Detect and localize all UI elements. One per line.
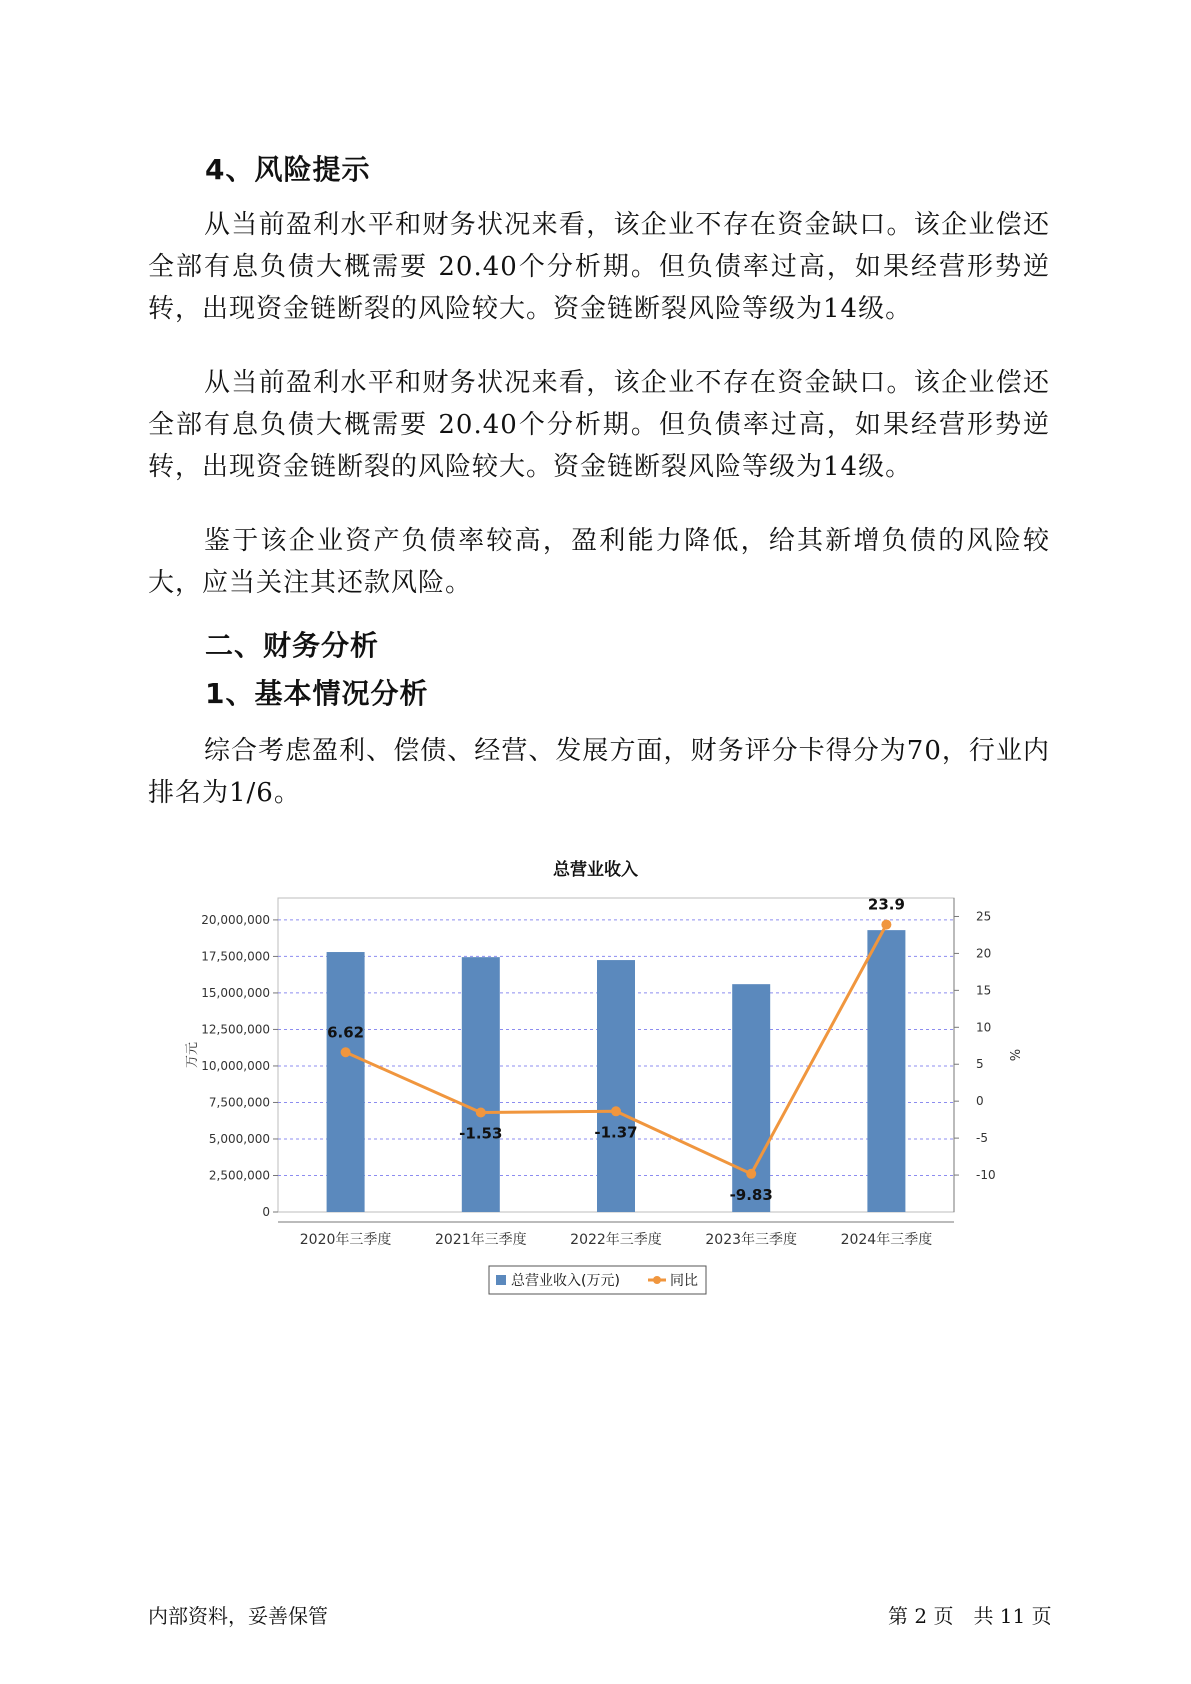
left-axis-tick-label: 20,000,000	[201, 912, 270, 927]
revenue-bar	[867, 930, 905, 1212]
left-axis-tick-label: 17,500,000	[201, 949, 270, 964]
yoy-data-label: 23.9	[867, 895, 905, 914]
risk-paragraph-3: 鉴于该企业资产负债率较高，盈利能力降低，给其新增负债的风险较大，应当关注其还款风险。	[148, 526, 1050, 598]
yoy-point	[341, 1047, 351, 1057]
revenue-bar	[462, 957, 500, 1212]
x-axis-tick-label: 2021年三季度	[434, 1232, 527, 1248]
right-axis-title: %	[1006, 1048, 1021, 1062]
left-axis-tick-label: 0	[262, 1205, 270, 1219]
left-axis-tick-label: 15,000,000	[201, 985, 270, 1000]
basic-analysis-paragraph: 综合考虑盈利、偿债、经营、发展方面，财务评分卡得分为70，行业内排名为1/6。	[148, 736, 1050, 808]
right-axis-tick-label: 15	[976, 983, 992, 998]
yoy-data-label: 6.62	[327, 1023, 365, 1042]
left-axis-tick-label: 12,500,000	[201, 1022, 270, 1037]
revenue-chart	[0, 880, 1191, 1310]
revenue-bar	[597, 960, 635, 1212]
footer-left: 内部资料，妥善保管	[148, 1604, 328, 1628]
right-axis-tick-label: 10	[976, 1020, 992, 1035]
yoy-point	[611, 1106, 621, 1116]
legend-bar-swatch	[496, 1275, 506, 1285]
legend-line-marker	[653, 1276, 661, 1284]
yoy-data-label: -9.83	[729, 1185, 773, 1204]
x-axis-tick-label: 2020年三季度	[299, 1232, 392, 1248]
risk-paragraph-1: 从当前盈利水平和财务状况来看，该企业不存在资金缺口。该企业偿还全部有息负债大概需要 20.40个分析期。但负债率过高，如果经营形势逆转，出现资金链断裂的风险较大。资金链断裂风险等级为14级。	[148, 210, 1050, 324]
yoy-point	[746, 1169, 756, 1179]
risk-paragraph-2: 从当前盈利水平和财务状况来看，该企业不存在资金缺口。该企业偿还全部有息负债大概需要 20.40个分析期。但负债率过高，如果经营形势逆转，出现资金链断裂的风险较大。资金链断裂风险等级为14级。	[148, 368, 1050, 482]
right-axis-tick-label: 0	[976, 1094, 984, 1109]
x-axis-tick-label: 2023年三季度	[705, 1232, 798, 1248]
risk-heading: 4、风险提示	[205, 153, 371, 186]
left-axis-tick-label: 2,500,000	[208, 1168, 270, 1183]
x-axis-tick-label: 2022年三季度	[570, 1232, 662, 1248]
yoy-data-label: -1.37	[594, 1123, 638, 1142]
left-axis-tick-label: 7,500,000	[208, 1095, 270, 1110]
finance-heading: 二、财务分析	[205, 629, 380, 662]
x-axis-tick-label: 2024年三季度	[840, 1232, 933, 1248]
yoy-point	[881, 920, 891, 930]
yoy-data-label: -1.53	[459, 1124, 503, 1143]
legend-line-label: 同比	[670, 1273, 698, 1289]
right-axis-tick-label: 5	[976, 1057, 984, 1072]
basic-analysis-heading: 1、基本情况分析	[205, 677, 429, 710]
yoy-point	[476, 1107, 486, 1117]
revenue-bar	[327, 952, 365, 1212]
footer-page-number: 第 2 页 共 11 页	[888, 1604, 1052, 1628]
right-axis-tick-label: 25	[976, 909, 992, 924]
right-axis-tick-label: -5	[976, 1131, 988, 1146]
legend-bar-label: 总营业收入(万元)	[511, 1273, 620, 1289]
right-axis-tick-label: -10	[976, 1168, 996, 1183]
right-axis-tick-label: 20	[976, 946, 992, 961]
chart-title: 总营业收入	[553, 860, 638, 880]
left-axis-tick-label: 10,000,000	[201, 1058, 270, 1073]
left-axis-title: 万元	[185, 1041, 200, 1069]
left-axis-tick-label: 5,000,000	[208, 1131, 270, 1146]
